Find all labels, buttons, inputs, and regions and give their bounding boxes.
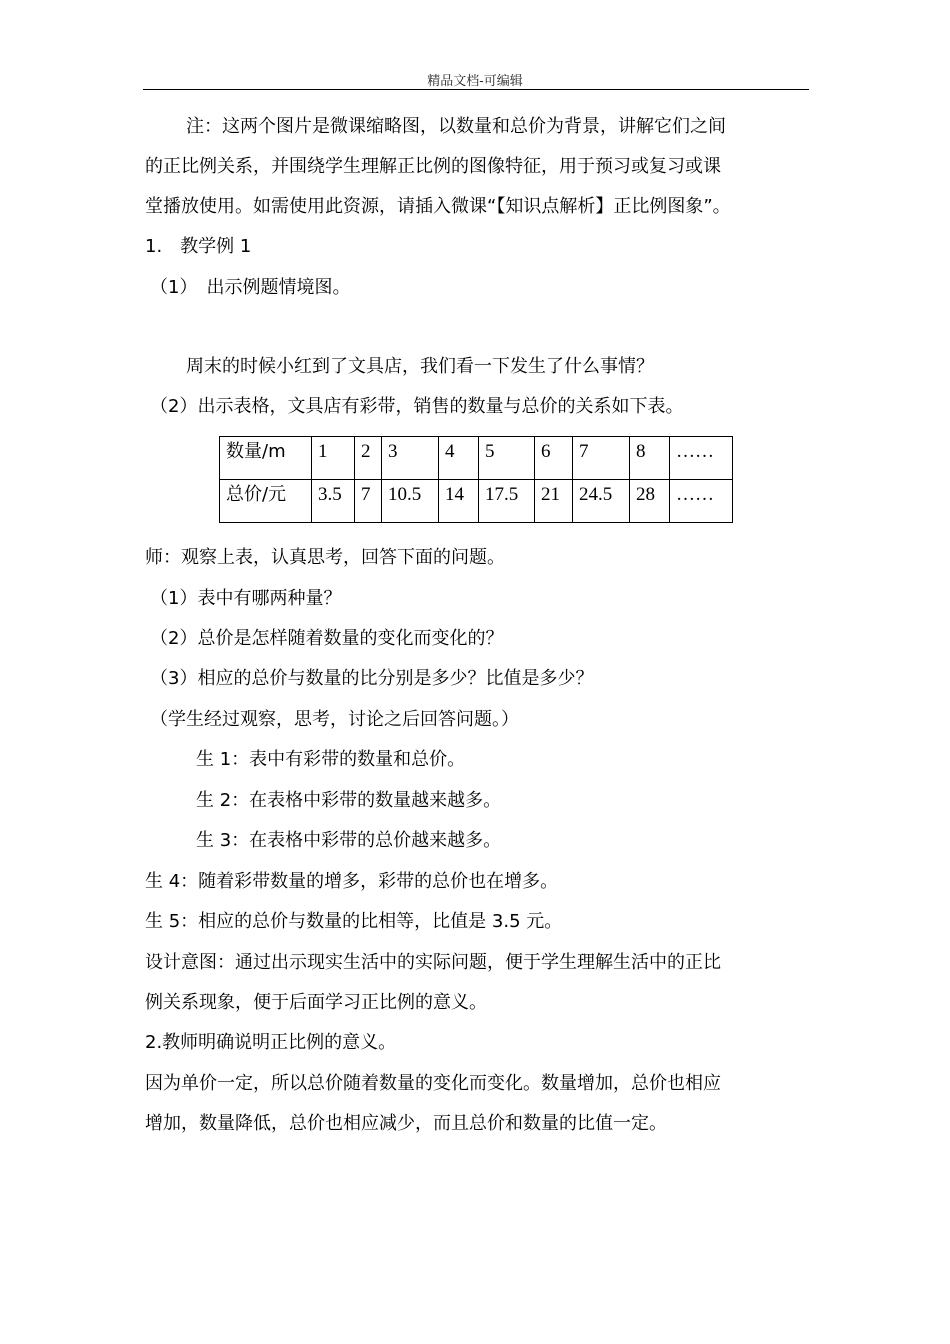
header-divider — [143, 89, 809, 90]
note-line-1: 注：这两个图片是微课缩略图，以数量和总价为背景，讲解它们之间 — [186, 116, 726, 137]
table-cell: 10.5 — [382, 480, 439, 523]
table-cell: 3 — [382, 437, 439, 480]
table-cell: 6 — [535, 437, 573, 480]
table-cell: 5 — [479, 437, 535, 480]
table-cell: …… — [670, 480, 733, 523]
table-cell: 数量/m — [220, 437, 312, 480]
design-intent-line-2: 例关系现象，便于后面学习正比例的意义。 — [145, 992, 487, 1013]
section-1-title: 1. 教学例 1 — [145, 236, 252, 257]
table-cell: 1 — [312, 437, 355, 480]
table-cell: 8 — [630, 437, 670, 480]
section-2-paragraph-line-2: 增加，数量降低，总价也相应减少，而且总价和数量的比值一定。 — [145, 1113, 667, 1134]
question-3: （3）相应的总价与数量的比分别是多少？比值是多少？ — [150, 668, 594, 689]
table-cell: 28 — [630, 480, 670, 523]
teacher-prompt: 师：观察上表，认真思考，回答下面的问题。 — [145, 547, 505, 568]
story-text: 周末的时候小红到了文具店，我们看一下发生了什么事情？ — [186, 356, 654, 377]
table-cell: 7 — [355, 480, 382, 523]
table-cell: 17.5 — [479, 480, 535, 523]
step-1: （1） 出示例题情境图。 — [150, 277, 351, 298]
student-activity-note: （学生经过观察，思考，讨论之后回答问题。） — [150, 709, 519, 730]
section-2-paragraph-line-1: 因为单价一定，所以总价随着数量的变化而变化。数量增加，总价也相应 — [145, 1073, 721, 1094]
student-answer-3: 生 3：在表格中彩带的总价越来越多。 — [196, 830, 502, 851]
quantity-price-table — [219, 436, 733, 523]
table-cell: …… — [670, 437, 733, 480]
design-intent-line-1: 设计意图：通过出示现实生活中的实际问题，便于学生理解生活中的正比 — [145, 952, 721, 973]
table-cell: 14 — [439, 480, 479, 523]
table-cell: 总价/元 — [220, 480, 312, 523]
student-answer-2: 生 2：在表格中彩带的数量越来越多。 — [196, 790, 502, 811]
student-answer-4: 生 4：随着彩带数量的增多，彩带的总价也在增多。 — [145, 871, 559, 892]
note-line-3: 堂播放使用。如需使用此资源，请插入微课“【知识点解析】正比例图象”。 — [145, 196, 731, 217]
page-header: 精品文档-可编辑 — [427, 74, 523, 89]
step-2: （2）出示表格，文具店有彩带，销售的数量与总价的关系如下表。 — [150, 396, 684, 417]
table-cell: 2 — [355, 437, 382, 480]
section-2-title: 2.教师明确说明正比例的意义。 — [145, 1032, 397, 1053]
table-row — [220, 480, 733, 523]
question-2: （2）总价是怎样随着数量的变化而变化的？ — [150, 628, 504, 649]
student-answer-5: 生 5：相应的总价与数量的比相等，比值是 3.5 元。 — [145, 911, 563, 932]
table-cell: 3.5 — [312, 480, 355, 523]
student-answer-1: 生 1：表中有彩带的数量和总价。 — [196, 749, 466, 770]
table-cell: 21 — [535, 480, 573, 523]
table-row — [220, 437, 733, 480]
note-line-2: 的正比例关系，并围绕学生理解正比例的图像特征，用于预习或复习或课 — [145, 156, 721, 177]
table-cell: 4 — [439, 437, 479, 480]
table-cell: 7 — [573, 437, 630, 480]
table-cell: 24.5 — [573, 480, 630, 523]
question-1: （1）表中有哪两种量？ — [150, 588, 342, 609]
